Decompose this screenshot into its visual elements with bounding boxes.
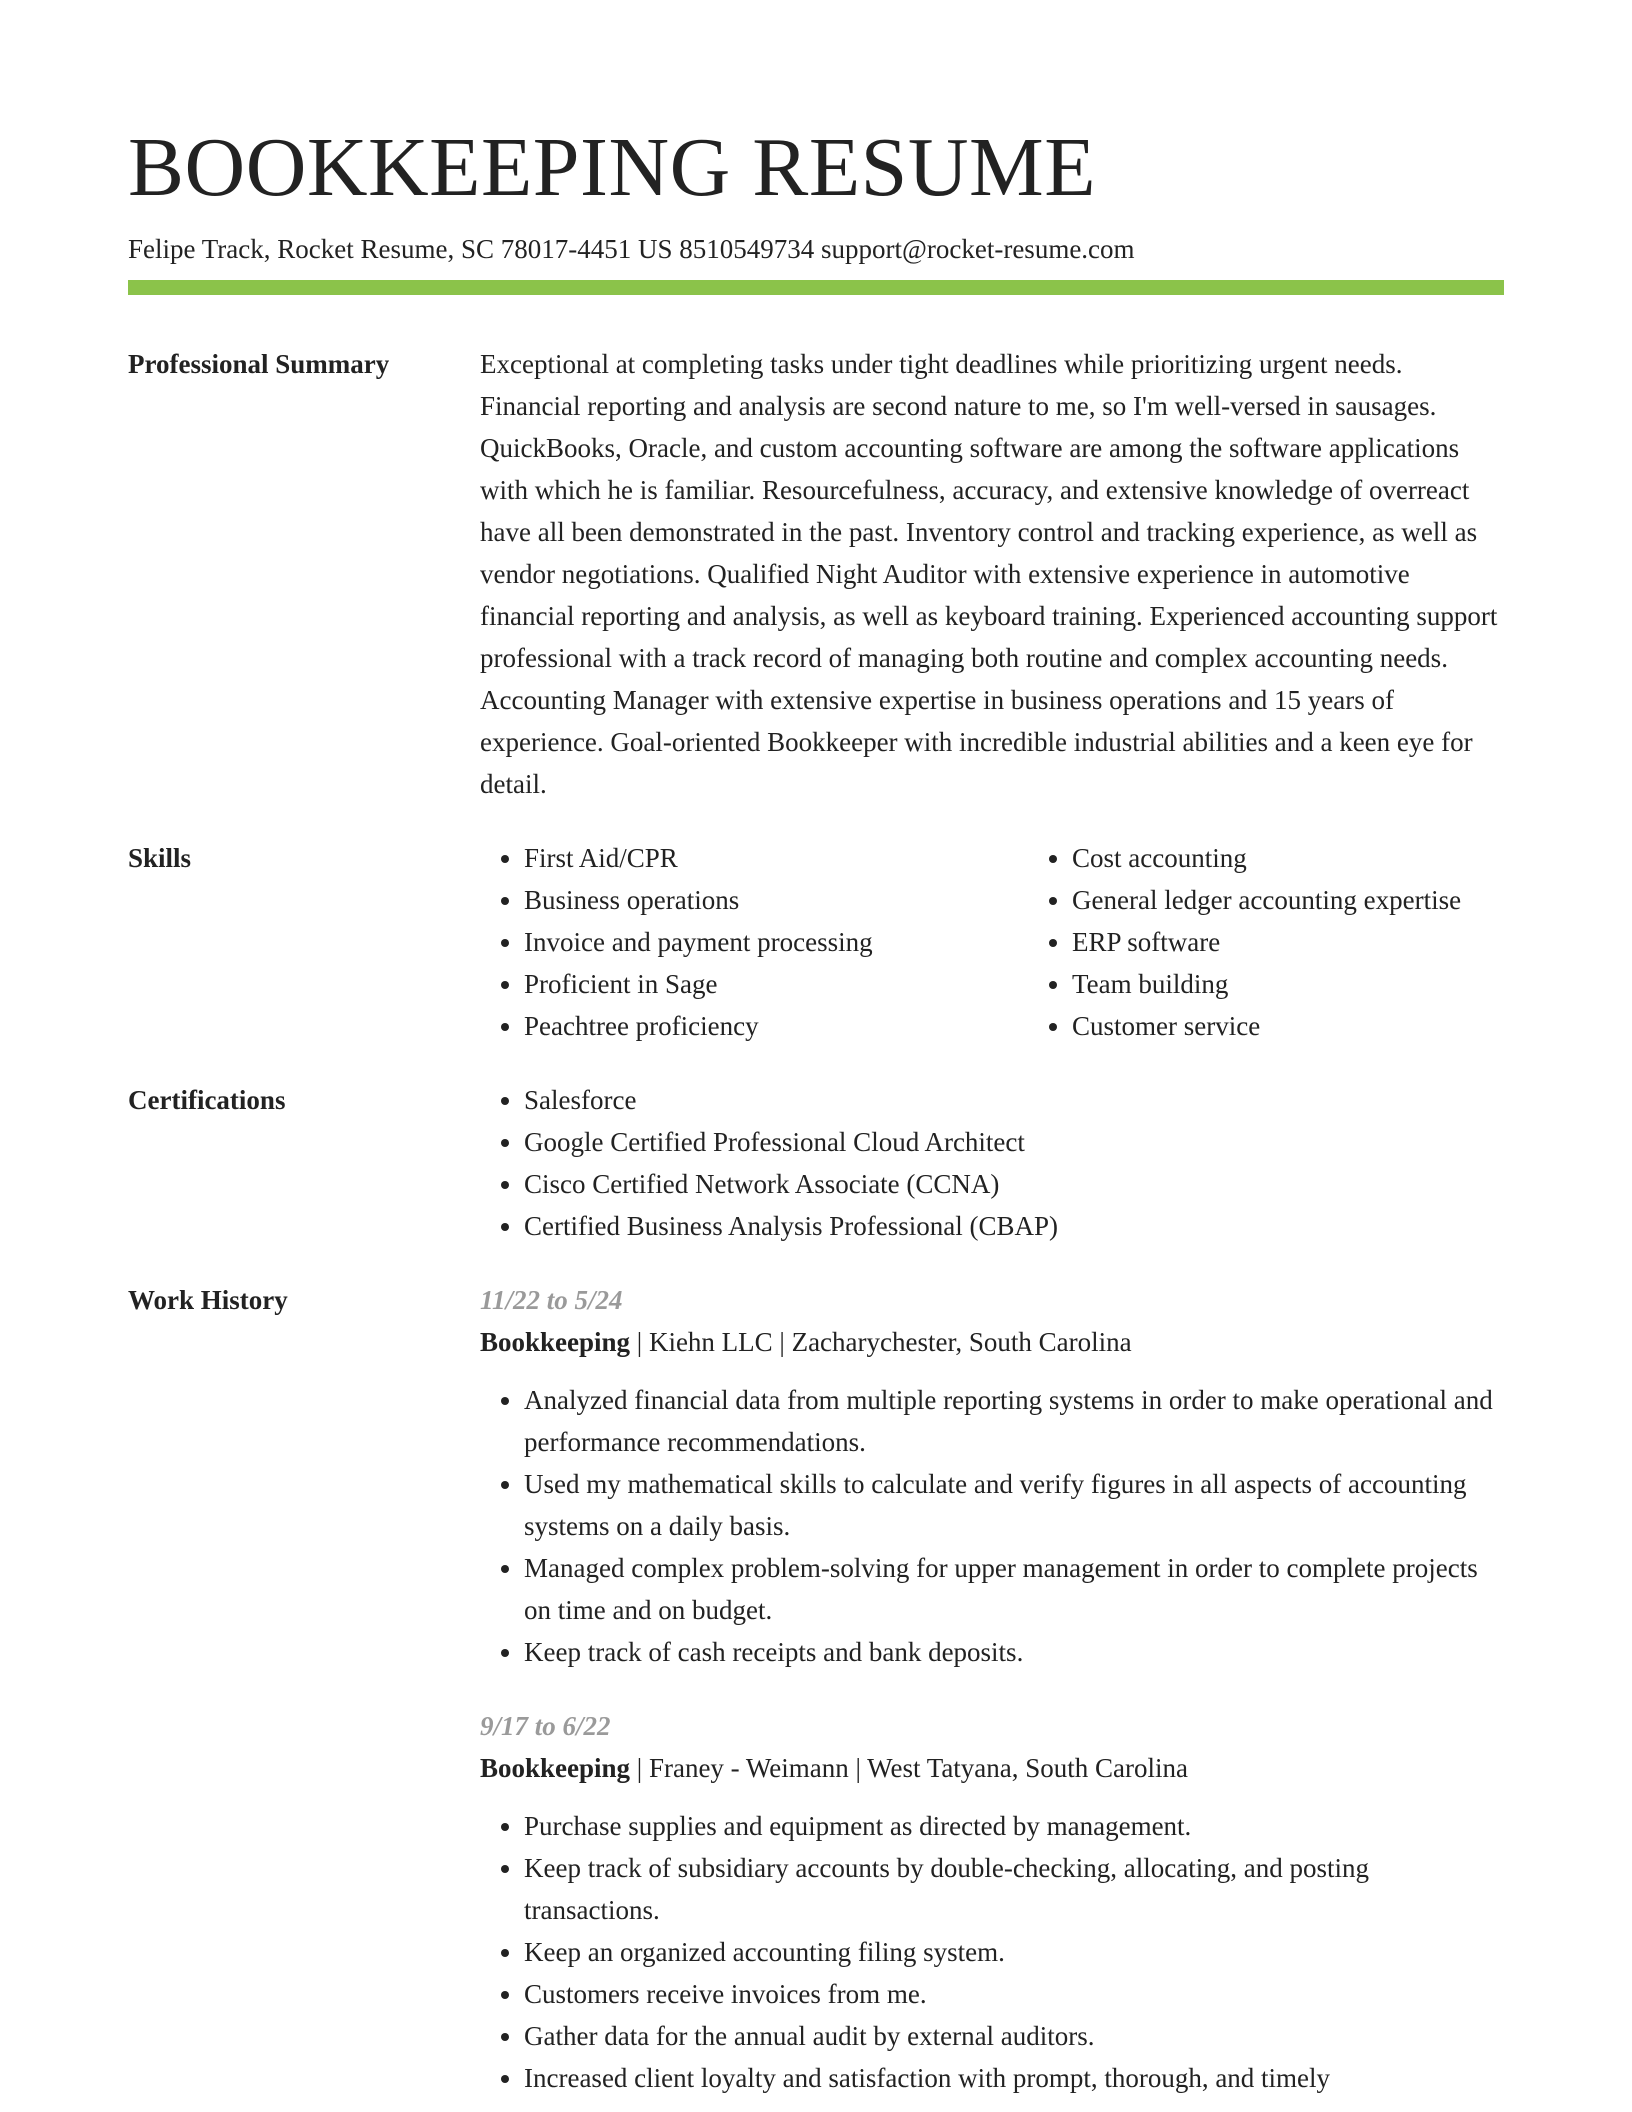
contact-address: Rocket Resume, SC 78017-4451 US [277, 234, 673, 264]
work-history-section [128, 1279, 1504, 2099]
work-history-label: Work History [128, 1285, 288, 1315]
skill-item: • Proficient in Sage [524, 963, 1028, 1005]
skill-item: • Team building [1072, 963, 1576, 1005]
job-dates: 11/22 to 5/24 [480, 1285, 623, 1315]
skill-item: • First Aid/CPR [524, 837, 1028, 879]
certification-item: • Google Certified Professional Cloud Architect [524, 1121, 1504, 1163]
contact-email: support@rocket-resume.com [821, 234, 1135, 264]
contact-line [128, 231, 1504, 267]
skill-item: • Business operations [524, 879, 1028, 921]
job-bullet: • Analyzed financial data from multiple reporting systems in order to make operational and performance recommendations. [524, 1379, 1504, 1463]
header-divider [128, 280, 1504, 295]
skill-item: • Customer service [1072, 1005, 1576, 1047]
job-company-location: | Franey - Weimann | West Tatyana, South Carolina [630, 1753, 1189, 1783]
job-heading [480, 1747, 1504, 1789]
skills-label: Skills [128, 843, 192, 873]
certifications-list [480, 1079, 1504, 1247]
job-entry [480, 1705, 1504, 2099]
job-bullet: • Increased client loyalty and satisfaction with prompt, thorough, and timely [524, 2057, 1504, 2099]
summary-section [128, 343, 1504, 805]
skill-item: • Invoice and payment processing [524, 921, 1028, 963]
skill-item: • Peachtree proficiency [524, 1005, 1028, 1047]
summary-label: Professional Summary [128, 349, 390, 379]
certification-item: • Cisco Certified Network Associate (CCNA) [524, 1163, 1504, 1205]
job-entry [480, 1279, 1504, 1673]
skill-item: • ERP software [1072, 921, 1576, 963]
job-title: Bookkeeping [480, 1753, 631, 1783]
job-bullet: • Customers receive invoices from me. [524, 1973, 1504, 2015]
certification-item: • Certified Business Analysis Professional (CBAP) [524, 1205, 1504, 1247]
resume-title: BOOKKEEPING RESUME [128, 121, 1097, 214]
contact-phone: 8510549734 [679, 234, 815, 264]
job-bullet: • Keep an organized accounting filing system. [524, 1931, 1504, 1973]
job-bullet: • Managed complex problem-solving for upper management in order to complete projects on time and on budget. [524, 1547, 1504, 1631]
job-bullets [480, 1379, 1504, 1673]
contact-name: Felipe Track, [128, 234, 271, 264]
job-heading [480, 1321, 1504, 1363]
summary-text: Exceptional at completing tasks under tight deadlines while prioritizing urgent needs. Financial reporting and analysis are second nature to me, so I'm well-versed in sausages. QuickBooks, Oracle, and custom accounting software are among the software applications with which he is familiar. Resourcefulness, accuracy, and extensive knowledge of overreact have all been demonstrated in the past. Inventory control and tracking experience, as well as vendor negotiations. Qualified Night Auditor with extensive experience in automotive financial reporting and analysis, as well as keyboard training. Experienced accounting support professional with a track record of managing both routine and complex accounting needs. Accounting Manager with extensive expertise in business operations and 15 years of experience. Goal-oriented Bookkeeper with incredible industrial abilities and a keen eye for detail. [480, 349, 1498, 799]
skills-columns [480, 837, 1576, 1047]
job-dates: 9/17 to 6/22 [480, 1711, 611, 1741]
job-bullet: • Keep track of subsidiary accounts by double-checking, allocating, and posting transactions. [524, 1847, 1504, 1931]
work-history-content [480, 1279, 1504, 2099]
certifications-content [480, 1079, 1504, 1247]
job-bullet: • Keep track of cash receipts and bank deposits. [524, 1631, 1504, 1673]
skills-list-left [480, 837, 1028, 1047]
certifications-label: Certifications [128, 1085, 286, 1115]
job-title: Bookkeeping [480, 1327, 631, 1357]
job-company-location: | Kiehn LLC | Zacharychester, South Carolina [630, 1327, 1132, 1357]
job-bullet: • Gather data for the annual audit by external auditors. [524, 2015, 1504, 2057]
certification-item: • Salesforce [524, 1079, 1504, 1121]
skills-section [128, 837, 1504, 1047]
job-bullet: • Purchase supplies and equipment as directed by management. [524, 1805, 1504, 1847]
skill-item: • General ledger accounting expertise [1072, 879, 1576, 921]
resume-page [128, 118, 1504, 2099]
skill-item: • Cost accounting [1072, 837, 1576, 879]
job-bullet: • Used my mathematical skills to calculate and verify figures in all aspects of accounting systems on a daily basis. [524, 1463, 1504, 1547]
skills-list-right [1028, 837, 1576, 1047]
certifications-section [128, 1079, 1504, 1247]
job-bullets [480, 1805, 1504, 2099]
